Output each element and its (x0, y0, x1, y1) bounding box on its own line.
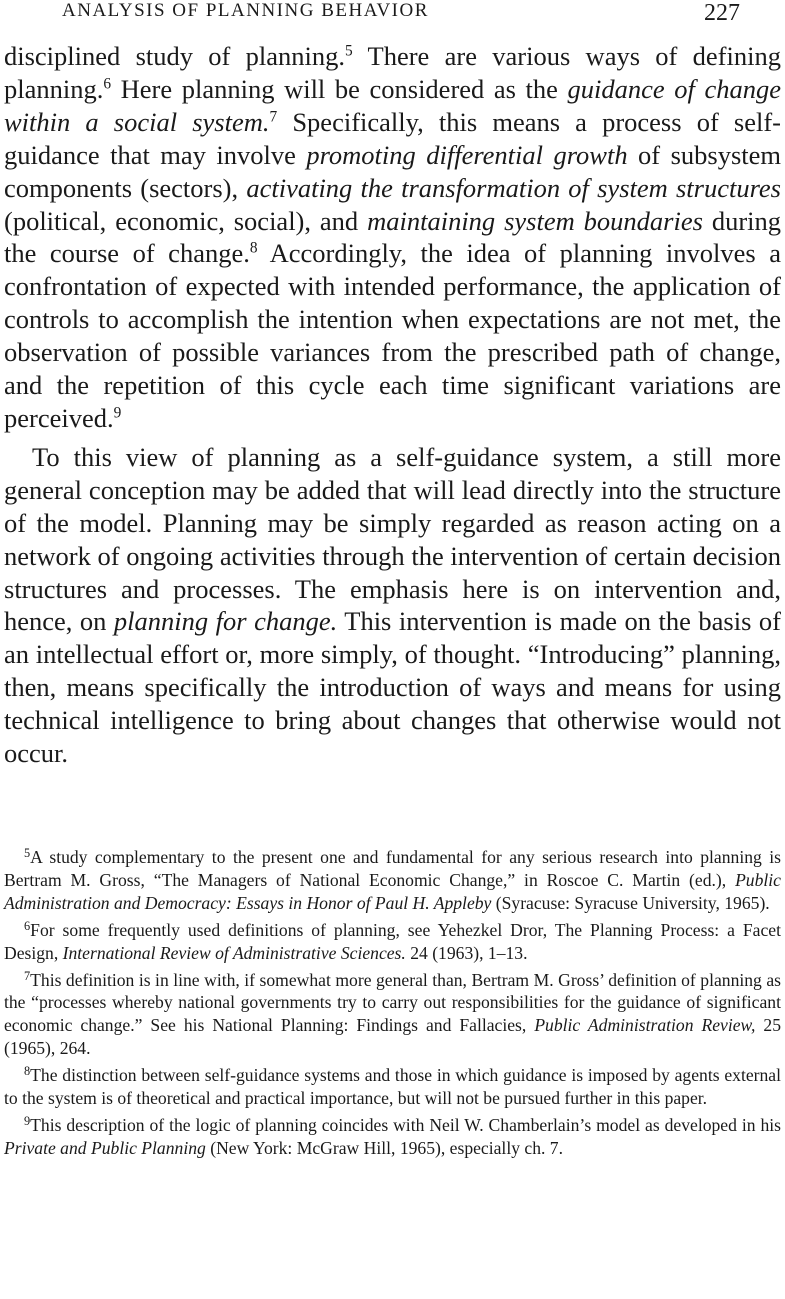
italic-title: Private and Public Planning (4, 1137, 206, 1158)
text-span: (Syracuse: Syracuse University, 1965). (491, 892, 770, 913)
text-span: (political, economic, social), and (4, 205, 368, 236)
text-span: For some frequently used definitions of planning, see Yehezkel Dror, The Planning Process: a Facet Design, (4, 919, 781, 963)
text-span: (New York: McGraw Hill, 1965), especially ch. 7. (205, 1137, 563, 1158)
italic-phrase: maintaining system boundaries (367, 205, 703, 236)
text-span: There are various ways of defining planning. (4, 41, 781, 104)
italic-title: Public Administration and Democracy: Essays in Honor of Paul H. Appleby (4, 869, 781, 913)
footnote-mark: 7 (24, 968, 31, 983)
footnote-ref-8[interactable]: 8 (249, 239, 258, 257)
italic-phrase: guidance of change within a social system. (4, 73, 781, 137)
footnote-mark: 6 (24, 918, 31, 933)
text-span: The distinction between self-guidance systems and those in which guidance is imposed by agents external to the system is of theoretical and practical importance, but will not be pursued further in this paper. (4, 1065, 781, 1109)
footnote-mark: 5 (24, 845, 31, 860)
footnote-mark: 8 (24, 1064, 31, 1078)
text-span: 24 (1963), 1–13. (405, 942, 528, 963)
footnote-5 (4, 846, 781, 915)
footnote-8 (4, 1064, 781, 1110)
page-number: 227 (704, 0, 740, 26)
text-span: This intervention is made on the basis of an intellectual effort or, more simply, of thought. “Introducing” planning, then, means specifically the introduction of ways and means for using technical intelligence to bring about changes that otherwise would not occur. (4, 606, 781, 769)
text-span: during the course of change. (4, 205, 782, 269)
paragraph-2 (4, 441, 781, 770)
footnote-9 (4, 1114, 781, 1160)
italic-phrase: planning for change. (113, 606, 338, 637)
text-span: This description of the logic of planning coincides with Neil W. Chamberlain’s model as developed in his (30, 1114, 781, 1135)
italic-phrase: promoting differential growth (306, 139, 628, 170)
text-span: of subsystem components (sectors), (4, 139, 782, 203)
footnote-6 (4, 919, 781, 965)
footnote-ref-6[interactable]: 6 (103, 75, 112, 93)
text-span: Here planning will be considered as the (111, 73, 568, 104)
footnote-mark: 9 (24, 1113, 31, 1128)
italic-title: Public Administration Review, (534, 1015, 756, 1036)
footnote-7 (4, 969, 781, 1061)
italic-title: International Review of Administrative Sciences. (62, 942, 406, 963)
text-span: A study complementary to the present one and fundamental for any serious research into planning is Bertram M. Gross, “The Managers of National Economic Change,” in Roscoe C. Martin (ed.), (4, 847, 781, 890)
main-text (4, 40, 781, 770)
text-span: To this view of planning as a self-guidance system, a still more general conception may be added that will lead directly into the structure of the model. Planning may be simply regarded as reason acting on a network of ongoing activities through the intervention of certain decision structures and processes. The emphasis here is on intervention and, hence, on (4, 441, 781, 637)
text-span: This definition is in line with, if somewhat more general than, Bertram M. Gross’ definition of planning as the “processes whereby national governments try to carry out responsibilities for the guidance of significant economic change.” See his National Planning: Findings and Fallacies, (4, 969, 781, 1036)
text-span: 25 (1965), 264. (4, 1015, 781, 1059)
footnote-ref-9[interactable]: 9 (113, 404, 122, 422)
footnote-ref-5[interactable]: 5 (345, 42, 353, 60)
footnote-ref-7[interactable]: 7 (269, 108, 278, 126)
text-span: Specifically, this means a process of self-guidance that may involve (4, 106, 781, 170)
text-span: disciplined study of planning. (4, 41, 346, 71)
footnotes (4, 846, 781, 1164)
paragraph-1 (4, 40, 781, 435)
running-title: ANALYSIS OF PLANNING BEHAVIOR (62, 0, 429, 21)
italic-phrase: activating the transformation of system structures (246, 172, 781, 203)
text-span: Accordingly, the idea of planning involves a confrontation of expected with intended performance, the application of controls to accomplish the intention when expectations are not met, the observation of possible variances from the prescribed path of change, and the repetition of this cycle each time significant variations are perceived. (4, 238, 781, 433)
